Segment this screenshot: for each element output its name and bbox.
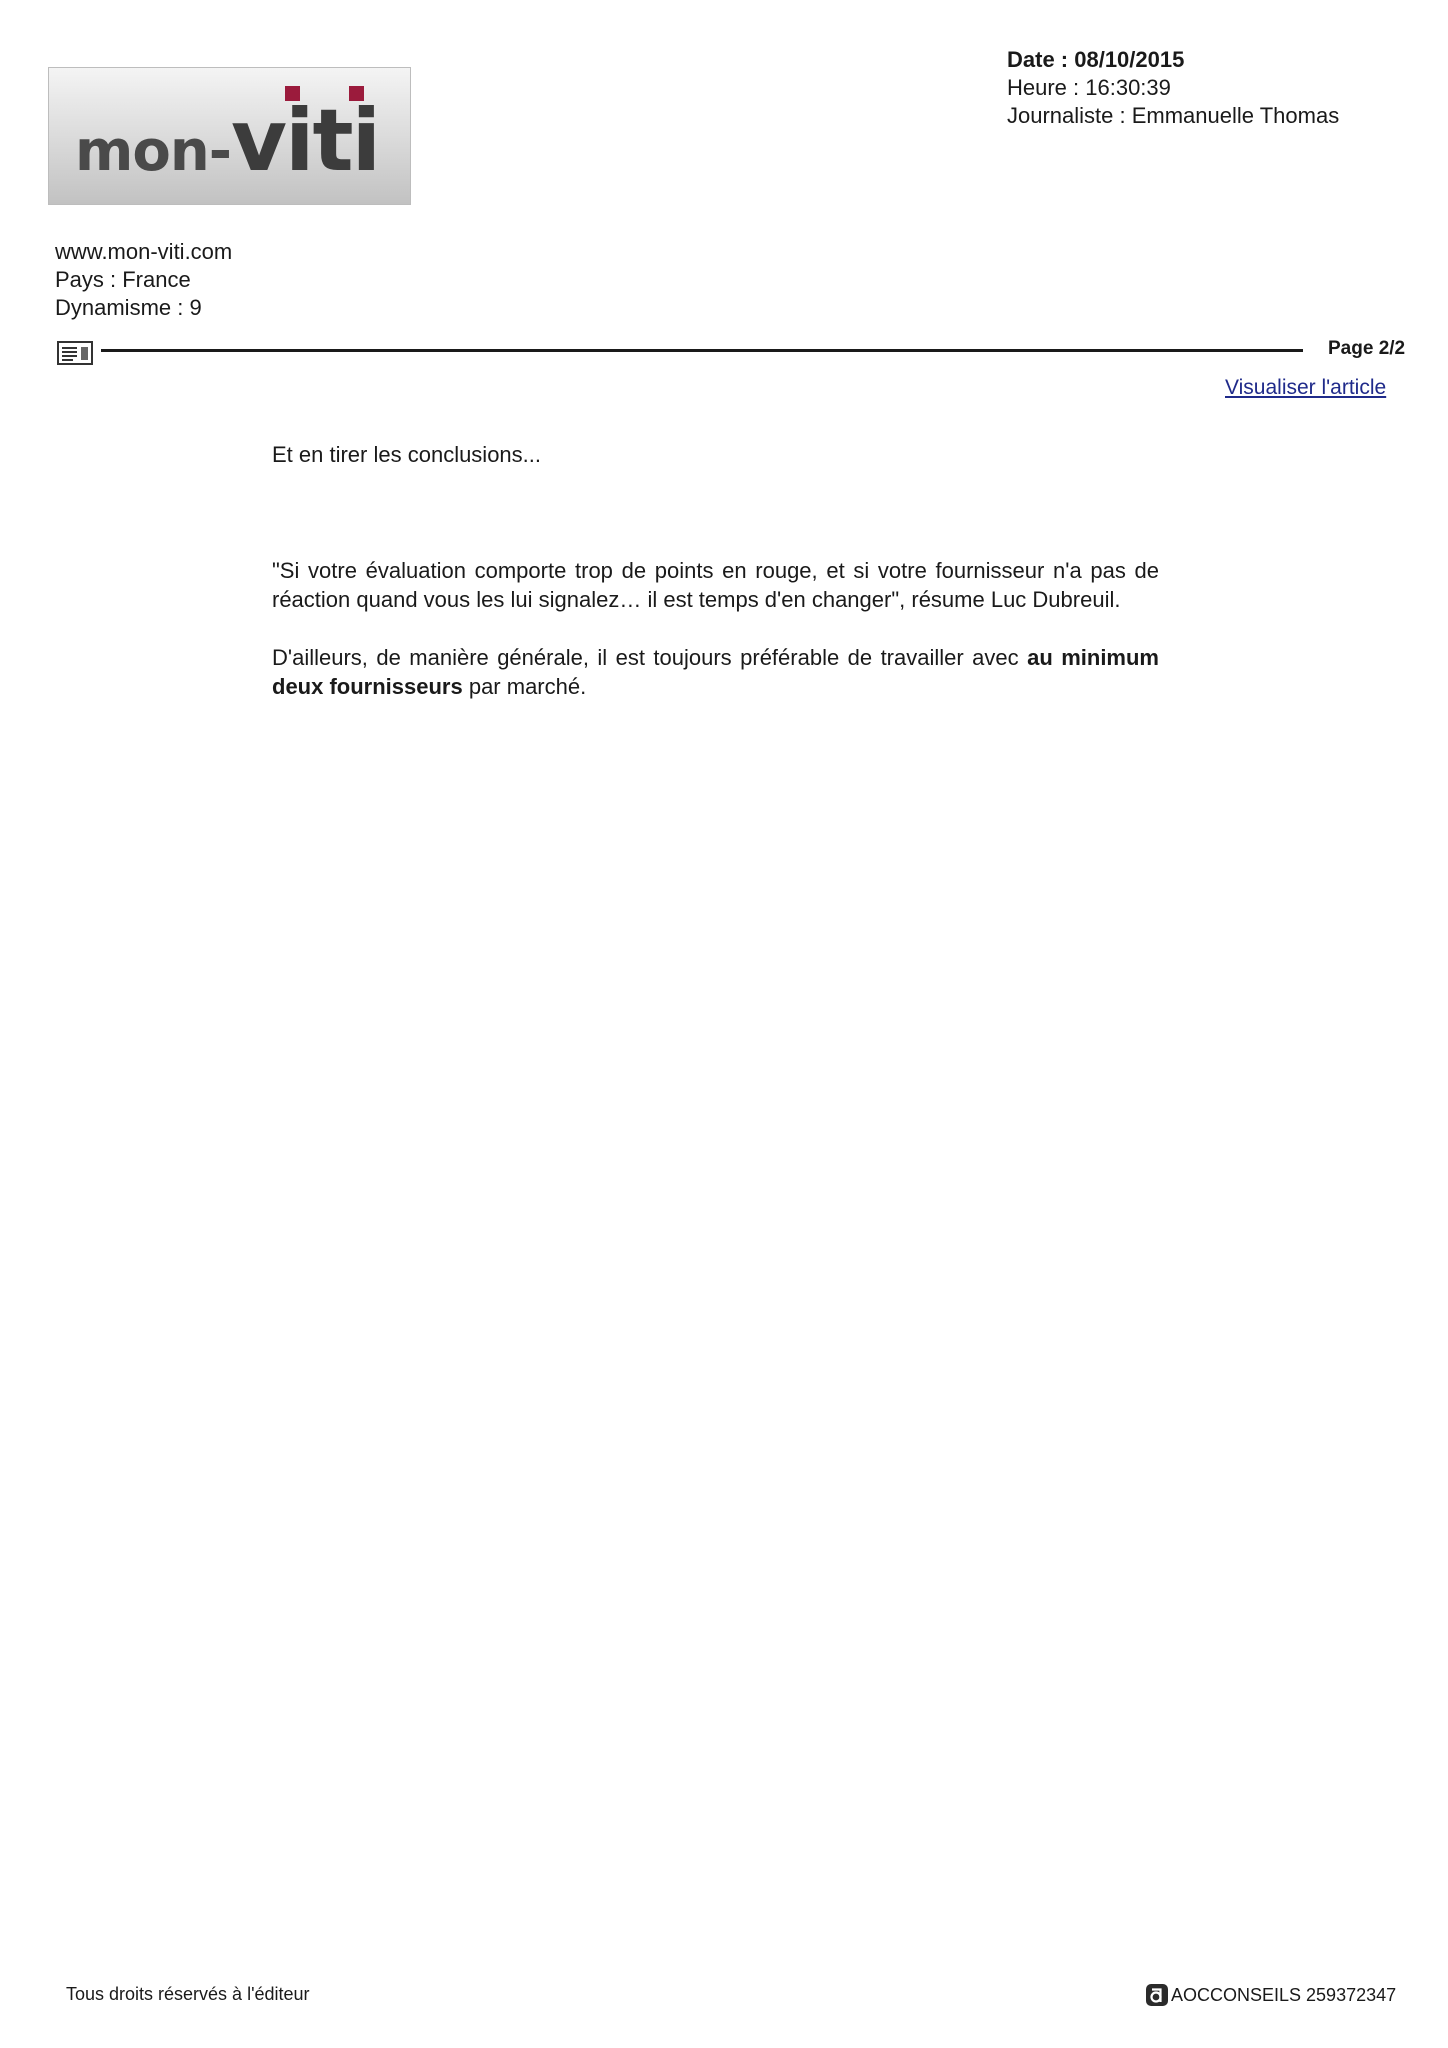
paragraph-text: par marché.: [462, 674, 587, 699]
article-icon: [57, 341, 93, 365]
logo-wordmark: [75, 91, 380, 191]
view-article-link[interactable]: Visualiser l'article: [1225, 376, 1387, 399]
article-date: Date : 08/10/2015: [1007, 47, 1185, 72]
logo-text-part2: viti: [230, 91, 380, 191]
article-time: Heure : 16:30:39: [1007, 75, 1171, 100]
logo-text-part1: mon-: [75, 119, 231, 184]
agency-name: AOCCONSEILS 259372347: [1171, 1984, 1397, 2005]
bold-text: au minimum deux fournisseurs: [272, 645, 1159, 699]
article-meta: [1007, 46, 1339, 130]
article-paragraph: "Si votre évaluation comporte trop de points en rouge, et si votre fournisseur n'a pas de réaction quand vous les lui signalez… il est temps d'en changer", résume Luc Dubreuil.: [272, 558, 1159, 612]
article-journalist: Journaliste : Emmanuelle Thomas: [1007, 103, 1340, 128]
agency-logo-icon: [1146, 1984, 1168, 2006]
page-header-bar: [57, 337, 1409, 367]
article-paragraph: Et en tirer les conclusions...: [272, 442, 542, 467]
article-paragraph: [272, 643, 1159, 701]
source-country: Pays : France: [55, 267, 191, 292]
article-body: [272, 440, 1159, 701]
footer-agency: [1146, 1984, 1396, 2006]
source-website: www.mon-viti.com: [55, 239, 233, 264]
source-info: [55, 238, 232, 322]
header-divider: [101, 349, 1303, 352]
paragraph-text: D'ailleurs, de manière générale, il est toujours préférable de travailler avec: [272, 645, 1028, 670]
footer-rights: Tous droits réservés à l'éditeur: [66, 1984, 310, 2004]
mon-viti-logo: [48, 67, 411, 205]
source-dynamism: Dynamisme : 9: [55, 295, 202, 320]
page-number: Page 2/2: [1328, 338, 1406, 359]
